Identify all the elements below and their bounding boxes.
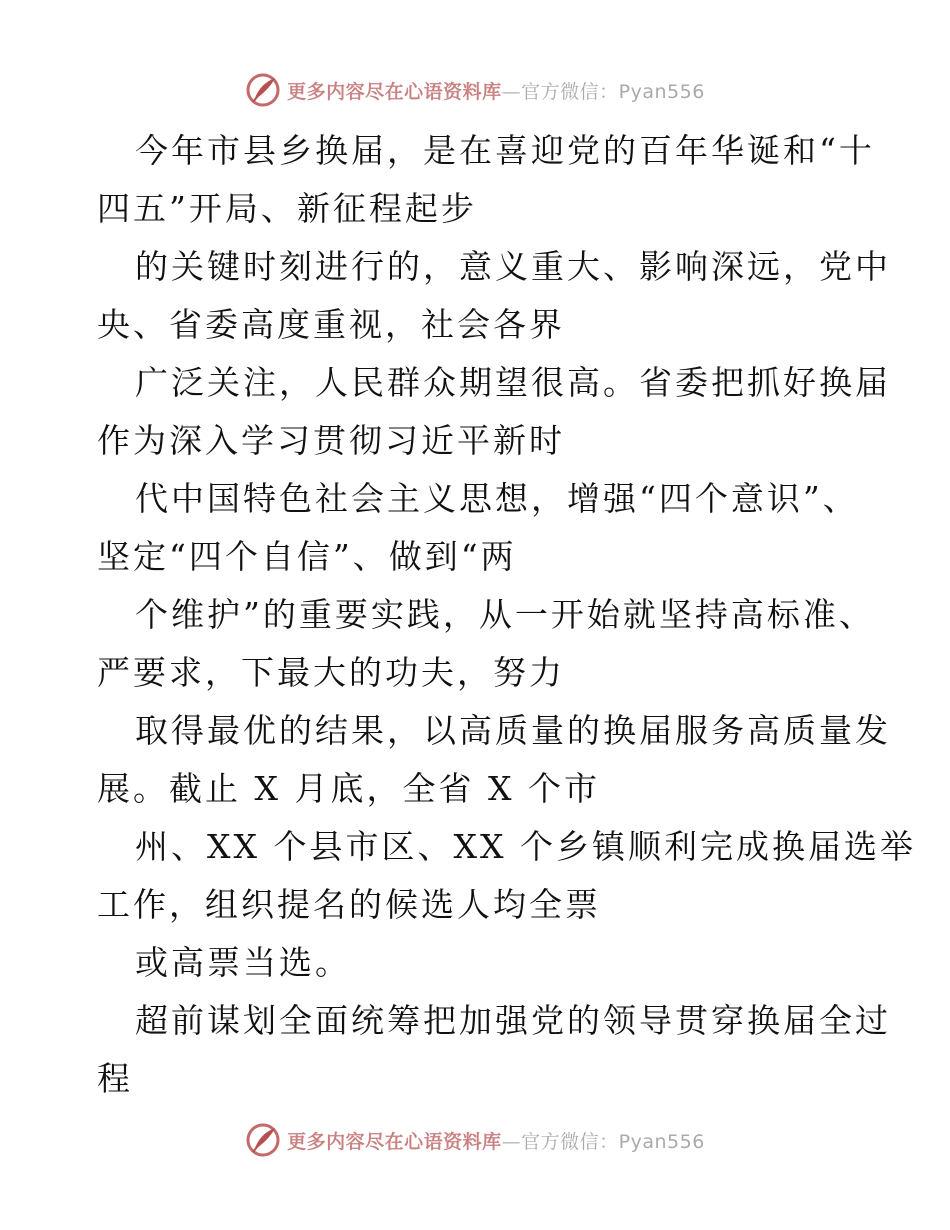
body-line: 工作，组织提名的候选人均全票 [97,885,601,924]
watermark-main: 更多内容尽在心语资料库 [287,1130,502,1153]
body-line: 央、省委高度重视，社会各界 [97,305,565,344]
watermark-separator: — [501,80,522,103]
body-line: 今年市县乡换届，是在喜迎党的百年华诞和“十 [135,131,875,170]
body-line: 代中国特色社会主义思想，增强“四个意识”、 [135,479,859,518]
watermark-contact: 官方微信：Pyan556 [521,80,705,103]
watermark-text [287,77,705,104]
body-line: 的关键时刻进行的，意义重大、影响深远，党中 [135,247,891,286]
watermark-separator: — [501,1130,522,1153]
header-watermark [0,70,950,110]
body-line: 展。截止 X 月底，全省 X 个市 [97,769,600,808]
body-line: 个维护”的重要实践，从一开始就坚持高标准、 [135,595,875,634]
body-line: 或高票当选。 [135,943,351,982]
document-body [97,122,916,1108]
body-line: 严要求，下最大的功夫，努力 [97,653,565,692]
body-line: 广泛关注，人民群众期望很高。省委把抓好换届 [135,363,891,402]
watermark-contact: 官方微信：Pyan556 [521,1130,705,1153]
body-line: 州、XX 个县市区、XX 个乡镇顺利完成换届选举 [135,827,916,866]
footer-watermark [0,1120,950,1160]
body-line: 取得最优的结果，以高质量的换届服务高质量发 [135,711,891,750]
body-line: 坚定“四个自信”、做到“两 [97,537,517,576]
body-line: 作为深入学习贯彻习近平新时 [97,421,565,460]
section-heading-line: 超前谋划全面统筹把加强党的领导贯穿换届全过 [135,1001,891,1040]
feather-logo-icon [245,72,281,108]
body-line: 四五”开局、新征程起步 [97,189,477,228]
section-heading-line: 程 [97,1059,133,1098]
watermark-main: 更多内容尽在心语资料库 [287,80,502,103]
feather-logo-icon [245,1122,281,1158]
watermark-text [287,1127,705,1154]
